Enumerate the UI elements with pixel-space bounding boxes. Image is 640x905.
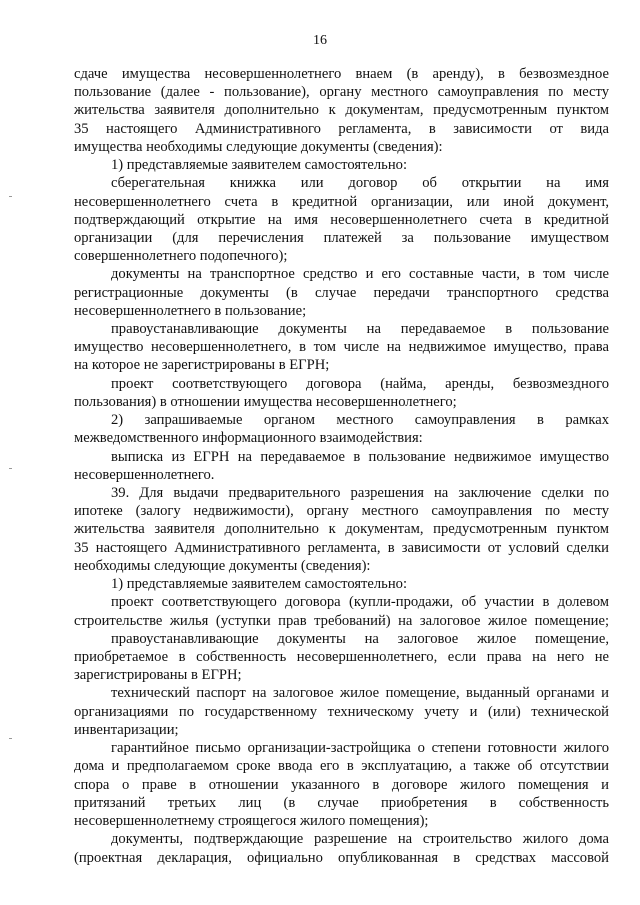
text-line: 39. Для выдачи предварительного разрешения на заключение сделки по bbox=[111, 485, 609, 501]
text-line: 35 настоящего Административного регламента, в зависимости от условий сделки bbox=[74, 540, 609, 556]
text-line: проект соответствующего договора (купли-продажи, об участии в долевом bbox=[111, 594, 609, 610]
text-line: выписка из ЕГРН на передаваемое в пользование недвижимое имущество bbox=[111, 449, 609, 465]
text-line: несовершеннолетнего в пользование; bbox=[74, 303, 307, 319]
text-line: ипотеке (залогу недвижимости), органу местного самоуправления по месту bbox=[74, 503, 609, 519]
text-line: сдаче имущества несовершеннолетнего внаем (в аренду), в безвозмездное bbox=[74, 66, 609, 82]
text-line: дома и предполагаемом сроке ввода его в эксплуатацию, а также об отсутствии bbox=[74, 758, 609, 774]
text-line: документы, подтверждающие разрешение на строительство жилого дома bbox=[111, 831, 609, 847]
text-line: проект соответствующего договора (найма, аренды, безвозмездного bbox=[111, 376, 609, 392]
text-line: строительстве жилья (уступки прав требований) на залоговое жилое помещение; bbox=[74, 613, 609, 629]
text-line: правоустанавливающие документы на передаваемое в пользование bbox=[111, 321, 609, 337]
text-line: гарантийное письмо организации-застройщика о степени готовности жилого bbox=[111, 740, 609, 756]
margin-mark bbox=[9, 468, 12, 469]
text-line: жительства заявителя дополнительно к документам, предусмотренным пунктом bbox=[74, 521, 609, 537]
text-line: пользование (далее - пользование), органу местного самоуправления по месту bbox=[74, 84, 609, 100]
text-line: несовершеннолетнему строящегося жилого помещения); bbox=[74, 813, 429, 829]
text-line: совершеннолетнего подопечного); bbox=[74, 248, 288, 264]
text-line: организациями по государственному техническому учету и (или) технической bbox=[74, 704, 609, 720]
text-line: технический паспорт на залоговое жилое помещение, выданный органами и bbox=[111, 685, 609, 701]
text-line: пользования) в отношении имущества несовершеннолетнего; bbox=[74, 394, 457, 410]
margin-mark bbox=[9, 738, 12, 739]
margin-mark bbox=[9, 196, 12, 197]
text-line: инвентаризации; bbox=[74, 722, 179, 738]
text-line: имущества необходимы следующие документы (сведения): bbox=[74, 139, 443, 155]
text-line: (проектная декларация, официально опубликованная в средствах массовой bbox=[74, 850, 609, 866]
text-line: на которое не зарегистрированы в ЕГРН; bbox=[74, 357, 330, 373]
text-line: межведомственного информационного взаимодействия: bbox=[74, 430, 423, 446]
text-line: притязаний третьих лиц (в случае приобретения в собственность bbox=[74, 795, 609, 811]
text-line: регистрационные документы (в случае передачи транспортного средства bbox=[74, 285, 609, 301]
text-line: организации (для перечисления платежей за пользование имуществом bbox=[74, 230, 609, 246]
text-line: жительства заявителя дополнительно к документам, предусмотренным пунктом bbox=[74, 102, 609, 118]
text-line: необходимы следующие документы (сведения): bbox=[74, 558, 371, 574]
text-line: сберегательная книжка или договор об открытии на имя bbox=[111, 175, 609, 191]
text-line: 35 настоящего Административного регламента, в зависимости от вида bbox=[74, 121, 609, 137]
text-line: зарегистрированы в ЕГРН; bbox=[74, 667, 242, 683]
text-line: подтверждающий открытие на имя несовершеннолетнего счета в кредитной bbox=[74, 212, 609, 228]
text-line: несовершеннолетнего счета в кредитной организации, или иной документ, bbox=[74, 194, 609, 210]
text-line: 1) представляемые заявителем самостоятельно: bbox=[111, 157, 408, 173]
text-line: несовершеннолетнего. bbox=[74, 467, 215, 483]
page-number: 16 bbox=[313, 33, 327, 48]
text-line: 1) представляемые заявителем самостоятельно: bbox=[111, 576, 408, 592]
text-line: приобретаемое в собственность несовершеннолетнего, если права на него не bbox=[74, 649, 609, 665]
text-line: 2) запрашиваемые органом местного самоуправления в рамках bbox=[111, 412, 609, 428]
text-line: спора о праве в отношении указанного в договоре жилого помещения и bbox=[74, 777, 609, 793]
text-line: правоустанавливающие документы на залоговое жилое помещение, bbox=[111, 631, 609, 647]
text-line: документы на транспортное средство и его составные части, в том числе bbox=[111, 266, 609, 282]
text-line: имущество несовершеннолетнего, в том числе на недвижимое имущество, права bbox=[74, 339, 609, 355]
